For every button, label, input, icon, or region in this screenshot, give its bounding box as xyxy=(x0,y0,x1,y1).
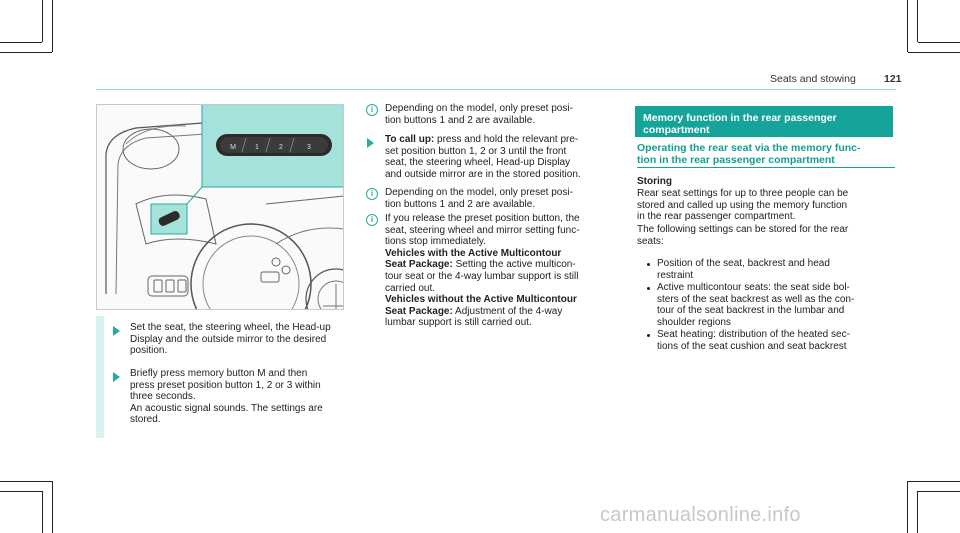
step-arrow-icon xyxy=(113,372,120,382)
line: Rear seat settings for up to three people can be xyxy=(637,188,849,199)
header-rule xyxy=(96,89,896,90)
line: carried out. xyxy=(385,282,436,294)
line: Set the seat, the steering wheel, the Head-up xyxy=(130,322,331,333)
info-icon: i xyxy=(366,104,378,116)
crop-mark xyxy=(908,481,960,482)
line: Active multicontour seats: the seat side bol- xyxy=(657,282,850,293)
bullet-item xyxy=(657,282,854,328)
info-note-2 xyxy=(385,187,573,210)
line: tour of the seat backrest in the lumbar and xyxy=(657,305,845,317)
line: compartment xyxy=(643,124,710,136)
info-icon: i xyxy=(366,188,378,200)
line xyxy=(385,248,625,260)
line: tions stop immediately. xyxy=(385,236,486,248)
without-package-text: Adjustment of the 4-way xyxy=(452,305,563,317)
bullet-item xyxy=(657,258,830,281)
crop-mark xyxy=(917,491,918,533)
figure-frame xyxy=(96,104,344,310)
line: position. xyxy=(130,345,168,357)
subsection-rule xyxy=(637,167,895,168)
line: tion buttons 1 and 2 are available. xyxy=(385,198,536,210)
line: Operating the rear seat via the memory func- xyxy=(637,142,861,154)
bullet-icon xyxy=(647,334,650,337)
crop-mark xyxy=(52,0,53,52)
line: Seat heating: distribution of the heated sec- xyxy=(657,329,850,340)
step-2-text xyxy=(130,368,323,426)
crop-mark xyxy=(918,491,960,492)
crop-mark xyxy=(918,42,960,43)
line xyxy=(385,294,625,306)
page-number: 121 xyxy=(884,73,902,85)
door-panel-illustration xyxy=(96,104,344,310)
storing-title: Storing xyxy=(637,176,672,187)
info-note-3 xyxy=(385,213,625,329)
line: The following settings can be stored for the rear xyxy=(637,224,849,235)
crop-mark xyxy=(907,481,908,533)
without-package-label: Vehicles without the Active Multicontour xyxy=(385,294,577,306)
with-package-label-2: Seat Package: xyxy=(385,259,453,271)
panel-button-3: 3 xyxy=(307,144,311,151)
step-1-text xyxy=(130,322,331,357)
line: Depending on the model, only preset posi- xyxy=(385,103,573,114)
line: restraint xyxy=(657,269,694,281)
line: stored. xyxy=(130,414,161,426)
line: Display and the outside mirror to the desired xyxy=(130,333,327,345)
line xyxy=(385,259,625,271)
section-banner xyxy=(635,106,893,137)
line: seats: xyxy=(637,235,664,247)
crop-mark xyxy=(917,0,918,42)
call-up-step xyxy=(385,134,581,180)
info-note-1 xyxy=(385,103,573,126)
watermark: carmanualsonline.info xyxy=(600,504,801,526)
crop-mark xyxy=(0,481,52,482)
line: set position button 1, 2 or 3 until the front xyxy=(385,145,567,157)
line: and outside mirror are in the stored position. xyxy=(385,168,581,180)
bullet-item xyxy=(657,329,850,352)
following-text xyxy=(637,224,848,247)
line: tion in the rear passenger compartment xyxy=(637,154,835,166)
line: tions of the seat cushion and seat backrest xyxy=(657,340,847,352)
crop-mark xyxy=(42,0,43,42)
line: An acoustic signal sounds. The settings are xyxy=(130,402,323,414)
step-arrow-icon xyxy=(113,326,120,336)
line: sters of the seat backrest as well as the con- xyxy=(657,293,855,305)
bullet-icon xyxy=(647,263,650,266)
line: tion buttons 1 and 2 are available. xyxy=(385,114,536,126)
without-package-label-2: Seat Package: xyxy=(385,305,453,317)
storing-heading xyxy=(637,176,672,188)
line: three seconds. xyxy=(130,391,196,403)
line: stored and called up using the memory function xyxy=(637,199,848,211)
crop-mark xyxy=(0,42,42,43)
call-up-first-line: press and hold the relevant pre- xyxy=(434,134,579,145)
crop-mark xyxy=(42,491,43,533)
panel-button-m: M xyxy=(230,144,236,151)
info-icon: i xyxy=(366,214,378,226)
subsection-heading xyxy=(637,142,897,166)
bullet-icon xyxy=(647,287,650,290)
crop-mark xyxy=(52,481,53,533)
with-package-label: Vehicles with the Active Multicontour xyxy=(385,247,562,259)
steps-sidebar xyxy=(96,316,104,438)
crop-mark xyxy=(907,0,908,52)
line: press preset position button 1, 2 or 3 within xyxy=(130,379,321,391)
panel-button-1: 1 xyxy=(255,144,259,151)
crop-mark xyxy=(0,491,42,492)
with-package-text: Setting the active multicon- xyxy=(452,259,576,271)
line: seat, steering wheel and mirror setting func- xyxy=(385,224,580,236)
line: lumbar support is still carried out. xyxy=(385,317,532,329)
line: If you release the preset position button, the xyxy=(385,213,580,224)
line: Position of the seat, backrest and head xyxy=(657,258,830,269)
line: in the rear passenger compartment. xyxy=(637,211,796,223)
running-header-title: Seats and stowing xyxy=(770,73,856,85)
line: Memory function in the rear passenger xyxy=(643,112,837,124)
line: tour seat or the 4-way lumbar support is still xyxy=(385,270,579,282)
call-up-label: To call up: xyxy=(385,134,435,145)
line xyxy=(385,306,625,318)
line: shoulder regions xyxy=(657,316,731,328)
line: Depending on the model, only preset posi- xyxy=(385,187,573,198)
crop-mark xyxy=(908,52,960,53)
panel-button-2: 2 xyxy=(279,144,283,151)
line: seat, the steering wheel, Head-up Display xyxy=(385,157,571,169)
line xyxy=(385,134,581,146)
storing-text xyxy=(637,188,848,223)
line: Briefly press memory button M and then xyxy=(130,368,308,379)
step-arrow-icon xyxy=(367,138,374,148)
crop-mark xyxy=(0,52,52,53)
